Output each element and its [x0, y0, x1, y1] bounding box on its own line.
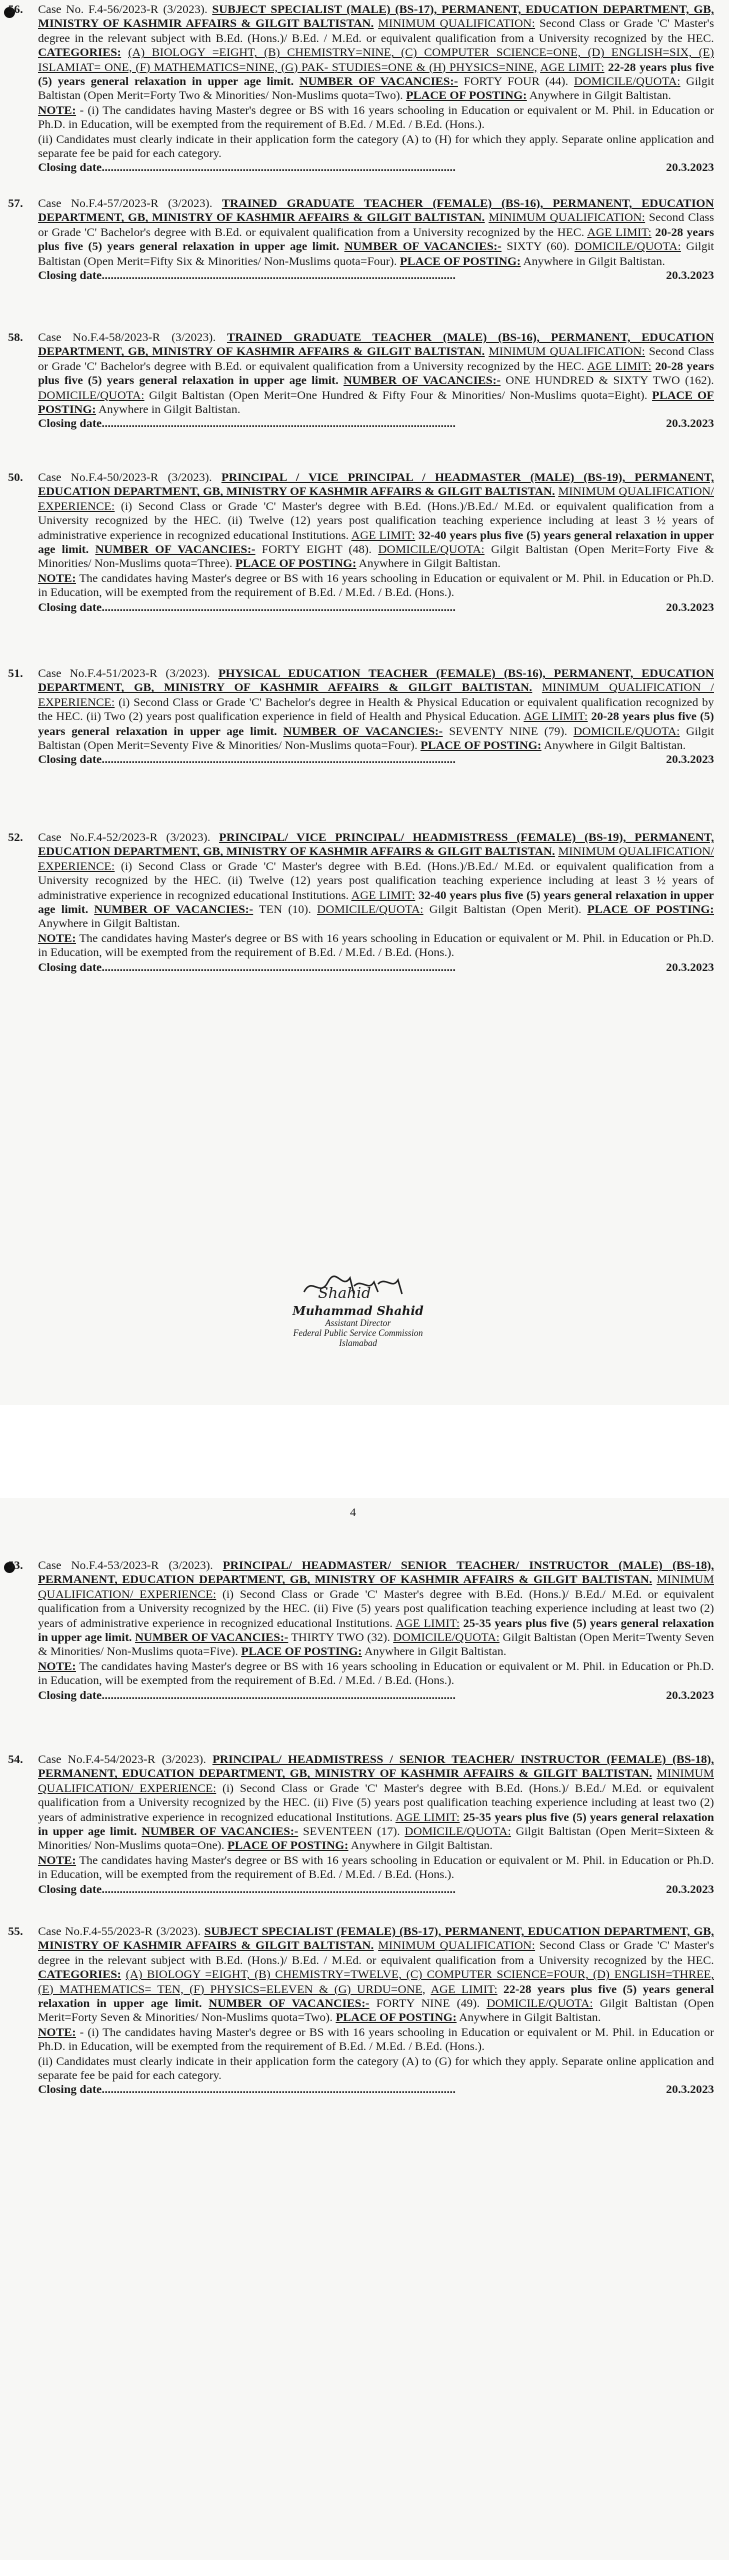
posting-label: PLACE OF POSTING: — [420, 738, 542, 753]
closing-date: 20.3.2023 — [666, 599, 714, 614]
signature-block — [248, 1268, 468, 1348]
domicile-label: DOMICILE/QUOTA: — [573, 74, 681, 89]
entry-body — [38, 2, 714, 175]
closing-date: 20.3.2023 — [666, 752, 714, 767]
closing-label: Closing date...................................................................................................................... — [38, 268, 456, 283]
case-number: Case No.F.4-54/2023-R (3/2023). — [38, 1752, 207, 1766]
domicile-label: DOMICILE/QUOTA: — [393, 1630, 500, 1645]
vacancies-text: ONE HUNDRED & SIXTY TWO (162). — [505, 373, 715, 388]
posting-text: Anywhere in Gilgit Baltistan. — [523, 253, 666, 268]
age-limit-text: 22-28 years plus five (5) years general relaxation in upper age limit. — [38, 1981, 715, 2011]
case-number: Case No.F.4-51/2023-R (3/2023). — [38, 666, 210, 680]
domicile-text: Gilgit Baltistan (Open Merit=Seventy Five & Minorities/ Non-Muslims quota=Four). — [38, 723, 715, 753]
entry-number: 53. — [8, 1558, 23, 1572]
domicile-text: Gilgit Baltistan (Open Merit=Forty Five & Minorities/ Non-Muslims quota=Three). — [38, 542, 715, 571]
posting-text: Anywhere in Gilgit Baltistan. — [98, 402, 241, 417]
post-title: PHYSICAL EDUCATION TEACHER (FEMALE) (BS-16), PERMANENT, EDUCATION DEPARTMENT, GB, MINISTRY OF KASHMIR AFFAIRS & GILGIT BALTISTAN. — [38, 666, 714, 695]
closing-label: Closing date...................................................................................................................... — [38, 416, 456, 431]
age-limit-label: AGE LIMIT: — [351, 887, 416, 902]
vacancies-label: NUMBER OF VACANCIES:- — [283, 723, 443, 738]
vacancies-label: NUMBER OF VACANCIES:- — [135, 1630, 289, 1645]
closing-row — [38, 1882, 714, 1896]
age-limit-text: 25-35 years plus five (5) years general relaxation in upper age limit. — [38, 1809, 714, 1839]
qualification-label: MINIMUM QUALIFICATION/ EXPERIENCE: — [38, 484, 714, 513]
qualification-label: MINIMUM QUALIFICATION/ EXPERIENCE: — [38, 1572, 714, 1601]
qualification-label: MINIMUM QUALIFICATION/ EXPERIENCE: — [38, 1766, 714, 1795]
post-title: PRINCIPAL / VICE PRINCIPAL / HEADMASTER (MALE) (BS-19), PERMANENT, EDUCATION DEPARTMENT, GB, MINISTRY OF KASHMIR AFFAIRS & GILGIT BALTISTAN. — [38, 470, 715, 499]
posting-label: PLACE OF POSTING: — [235, 556, 357, 571]
entry-number: 57. — [8, 196, 23, 210]
entry-number: 56. — [8, 2, 23, 16]
categories-label: CATEGORIES: — [38, 1967, 122, 1982]
closing-label: Closing date...................................................................................................................... — [38, 1687, 456, 1702]
age-limit-label: AGE LIMIT: — [351, 527, 416, 542]
note-text-2: (ii) Candidates must clearly indicate in their application form the category (A) to (H) for which they apply. Separate online application and separate fee be paid for each category. — [38, 131, 714, 161]
vacancies-label: NUMBER OF VACANCIES:- — [343, 373, 501, 388]
vacancies-label: NUMBER OF VACANCIES:- — [344, 239, 502, 254]
entry-body — [38, 1558, 714, 1702]
posting-label: PLACE OF POSTING: — [227, 1838, 349, 1853]
post-title: TRAINED GRADUATE TEACHER (MALE) (BS-16), PERMANENT, EDUCATION DEPARTMENT, GB, MINISTRY OF KASHMIR AFFAIRS & GILGIT BALTISTAN. — [38, 330, 714, 359]
categories-text: (A) BIOLOGY =EIGHT, (B) CHEMISTRY=TWELVE, (C) COMPUTER SCIENCE=FOUR, (D) ENGLISH=THREE, (E) MATHEMATICS= TEN, (F) PHYSICS=ELEVEN & (G) URDU=ONE, — [38, 1967, 714, 1996]
qualification-text: (i) Second Class or Grade 'C' Master's degree with B.Ed. (Hons.)/ B.Ed./ M.Ed. or equivalent qualification from a University recognized by the HEC. (ii) Five (5) years post qualification teaching experience including at least two (2) years of administrative experience in recognized educational Institutions. — [38, 1780, 714, 1824]
closing-date: 20.3.2023 — [666, 268, 714, 283]
domicile-text: Gilgit Baltistan (Open Merit=One Hundred & Fifty Four & Minorities/ Non-Muslims quota=Eight). — [149, 387, 648, 402]
posting-text: Anywhere in Gilgit Baltistan. — [543, 738, 686, 753]
posting-label: PLACE OF POSTING: — [38, 387, 715, 417]
domicile-label: DOMICILE/QUOTA: — [38, 387, 145, 402]
qualification-text: Second Class or Grade 'C' Bachelor's degree with B.Ed. or equivalent qualification from a University recognized by the HEC. — [38, 344, 714, 373]
entry-body — [38, 330, 714, 431]
age-limit-label: AGE LIMIT: — [587, 224, 652, 239]
age-limit-label: AGE LIMIT: — [430, 1981, 498, 1996]
case-number: Case No.F.4-55/2023-R (3/2023). — [38, 1924, 201, 1938]
vacancies-text: FORTY NINE (49). — [376, 1996, 480, 2011]
signature-handwriting: Shahid — [318, 1284, 371, 1302]
entry-body — [38, 196, 714, 282]
note-label: NOTE: — [38, 2024, 77, 2039]
qualification-label: MINIMUM QUALIFICATION: — [378, 1938, 536, 1953]
age-limit-text: 32-40 years plus five (5) years general relaxation in upper age limit. — [38, 887, 715, 917]
qualification-text: Second Class or Grade 'C' Bachelor's degree with B.Ed. or equivalent qualification from a University recognized by the HEC. — [38, 210, 714, 239]
entry-number: 54. — [8, 1752, 23, 1766]
domicile-label: DOMICILE/QUOTA: — [404, 1824, 512, 1839]
age-limit-label: AGE LIMIT: — [395, 1615, 460, 1630]
posting-text: Anywhere in Gilgit Baltistan. — [364, 1644, 507, 1659]
qualification-text: Second Class or Grade 'C' Master's degree in the relevant subject with B.Ed. (Hons.)/ B.Ed. / M.Ed. or equivalent qualification from a University recognized by the HEC. — [38, 1938, 715, 1967]
domicile-label: DOMICILE/QUOTA: — [573, 723, 680, 738]
domicile-text: Gilgit Baltistan (Open Merit=Fifty Six & Minorities/ Non-Muslims quota=Four). — [38, 239, 714, 268]
closing-label: Closing date...................................................................................................................... — [38, 959, 456, 974]
entry-number: 58. — [8, 330, 23, 344]
entry-body — [38, 666, 714, 767]
domicile-label: DOMICILE/QUOTA: — [486, 1996, 593, 2011]
entry-number: 52. — [8, 830, 23, 844]
case-number: Case No.F.4-52/2023-R (3/2023). — [38, 830, 211, 844]
vacancies-label: NUMBER OF VACANCIES:- — [208, 1996, 370, 2011]
vacancies-text: SEVENTY NINE (79). — [448, 723, 568, 738]
signatory-designation: Assistant Director — [325, 1318, 391, 1328]
entry-number: 51. — [8, 666, 23, 680]
posting-label: PLACE OF POSTING: — [587, 902, 715, 917]
vacancies-text: FORTY EIGHT (48). — [261, 542, 372, 557]
qualification-text: (i) Second Class or Grade 'C' Master's degree with B.Ed. (Hons.)/ B.Ed./ M.Ed. or equivalent qualification from a University recognized by the HEC. (ii) Five (5) years post qualification teaching experience including at least two (2) years of administrative experience in recognized educational Institutions. — [38, 1586, 714, 1630]
domicile-label: DOMICILE/QUOTA: — [378, 542, 485, 557]
posting-label: PLACE OF POSTING: — [241, 1644, 363, 1659]
post-title: PRINCIPAL/ HEADMISTRESS / SENIOR TEACHER/ INSTRUCTOR (FEMALE) (BS-18), PERMANENT, EDUCATION DEPARTMENT, GB, MINISTRY OF KASHMIR AFFAIRS & GILGIT BALTISTAN. — [38, 1752, 714, 1781]
closing-label: Closing date...................................................................................................................... — [38, 752, 456, 767]
closing-row — [38, 1688, 714, 1702]
note-label: NOTE: — [38, 102, 77, 117]
note-text: The candidates having Master's degree or BS with 16 years schooling in Education or equivalent or M. Phil. in Education or Ph.D. in Education, will be exempted from the requirement of B.Ed. / M.Ed. / B.Ed. (Hons.). — [38, 570, 714, 600]
posting-label: PLACE OF POSTING: — [335, 2010, 457, 2025]
vacancies-label: NUMBER OF VACANCIES:- — [299, 74, 458, 89]
closing-row — [38, 160, 714, 174]
qualification-text: (i) Second Class or Grade 'C' Master's degree with B.Ed. (Hons.)/B.Ed./ M.Ed. or equivalent qualification from a University recognized by the HEC. (ii) Twelve (12) years post qualification teaching experience including at least 3 ½ years of administrative experience in recognized educational Institutions. — [38, 498, 714, 542]
note-text-2: (ii) Candidates must clearly indicate in their application form the category (A) to (G) for which they apply. Separate online application and separate fee be paid for each category. — [38, 2053, 714, 2083]
posting-text: Anywhere in Gilgit Baltistan. — [529, 88, 672, 103]
note-text: The candidates having Master's degree or BS with 16 years schooling in Education or equivalent or M. Phil. in Education or Ph.D. in Education, will be exempted from the requirement of B.Ed. / M.Ed. / B.Ed. (Hons.). — [38, 930, 714, 960]
entry-number: 55. — [8, 1924, 23, 1938]
domicile-label: DOMICILE/QUOTA: — [317, 902, 424, 917]
signatory-city: Islamabad — [339, 1338, 377, 1348]
handwritten-signature — [298, 1268, 418, 1302]
page-gap — [0, 1405, 729, 1498]
entry-number: 50. — [8, 470, 23, 484]
entry-body — [38, 1752, 714, 1896]
entry-body — [38, 830, 714, 974]
note-label: NOTE: — [38, 1658, 77, 1673]
closing-date: 20.3.2023 — [666, 2082, 714, 2097]
note-label: NOTE: — [38, 570, 77, 585]
closing-label: Closing date...................................................................................................................... — [38, 160, 456, 175]
note-text: The candidates having Master's degree or BS with 16 years schooling in Education or equivalent or M. Phil. in Education or Ph.D. in Education, will be exempted from the requirement of B.Ed. / M.Ed. / B.Ed. (Hons.). — [38, 1658, 714, 1688]
vacancies-text: SEVENTEEN (17). — [302, 1824, 400, 1839]
categories-label: CATEGORIES: — [38, 45, 122, 60]
posting-text: Anywhere in Gilgit Baltistan. — [350, 1838, 493, 1853]
posting-text: Anywhere in Gilgit Baltistan. — [358, 556, 501, 571]
post-title: SUBJECT SPECIALIST (FEMALE) (BS-17), PERMANENT, EDUCATION DEPARTMENT, GB, MINISTRY OF KASHMIR AFFAIRS & GILGIT BALTISTAN. — [38, 1924, 714, 1953]
vacancies-label: NUMBER OF VACANCIES:- — [95, 542, 256, 557]
age-limit-text: 25-35 years plus five (5) years general relaxation in upper age limit. — [38, 1615, 714, 1645]
vacancies-text: THIRTY TWO (32). — [291, 1630, 391, 1645]
domicile-text: Gilgit Baltistan (Open Merit=Forty Two & Minorities/ Non-Muslims quota=Two). — [38, 74, 715, 103]
age-limit-label: AGE LIMIT: — [395, 1809, 460, 1824]
vacancies-text: TEN (10). — [258, 902, 312, 917]
closing-date: 20.3.2023 — [666, 1687, 714, 1702]
age-limit-text: 20-28 years plus five (5) years general relaxation in upper age limit. — [38, 709, 714, 738]
closing-label: Closing date...................................................................................................................... — [38, 2082, 456, 2097]
closing-row — [38, 268, 714, 282]
categories-text: (A) BIOLOGY =EIGHT, (B) CHEMISTRY=NINE, (C) COMPUTER SCIENCE=ONE, (D) ENGLISH=SIX, (E) ISLAMIAT= ONE, (F) MATHEMATICS=NINE, (G) PAK- STUDIES=ONE & (H) PHYSICS=NINE, — [38, 45, 715, 74]
domicile-label: DOMICILE/QUOTA: — [574, 239, 681, 254]
qualification-label: MINIMUM QUALIFICATION: — [378, 16, 536, 31]
post-title: PRINCIPAL/ HEADMASTER/ SENIOR TEACHER/ INSTRUCTOR (MALE) (BS-18), PERMANENT, EDUCATION DEPARTMENT, GB, MINISTRY OF KASHMIR AFFAIRS & GILGIT BALTISTAN. — [38, 1558, 715, 1587]
qualification-text: Second Class or Grade 'C' Master's degree in the relevant subject with B.Ed. (Hons.)/ B.Ed. / M.Ed. or equivalent qualification from a University recognized by the HEC. — [38, 16, 715, 45]
qualification-label: MINIMUM QUALIFICATION/ EXPERIENCE: — [38, 844, 714, 873]
signatory-organization: Federal Public Service Commission — [293, 1328, 423, 1338]
closing-row — [38, 960, 714, 974]
vacancies-text: SIXTY (60). — [506, 239, 570, 254]
age-limit-text: 20-28 years plus five (5) years general relaxation in upper age limit. — [38, 358, 715, 388]
closing-row — [38, 2082, 714, 2096]
domicile-text: Gilgit Baltistan (Open Merit=Forty Seven & Minorities/ Non-Muslims quota=Two). — [38, 1996, 715, 2025]
case-number: Case No.F.4-50/2023-R (3/2023). — [38, 470, 213, 484]
vacancies-label: NUMBER OF VACANCIES:- — [141, 1824, 299, 1839]
entry-body — [38, 1924, 714, 2097]
page-number: 4 — [350, 1505, 356, 1519]
domicile-text: Gilgit Baltistan (Open Merit). — [429, 902, 582, 917]
vacancies-label: NUMBER OF VACANCIES:- — [94, 902, 254, 917]
case-number: Case No. F.4-56/2023-R (3/2023). — [38, 2, 208, 16]
note-label: NOTE: — [38, 1852, 77, 1867]
closing-date: 20.3.2023 — [666, 1881, 714, 1896]
closing-row — [38, 600, 714, 614]
domicile-text: Gilgit Baltistan (Open Merit=Twenty Seven & Minorities/ Non-Muslims quota=Five). — [38, 1630, 715, 1659]
case-number: Case No.F.4-58/2023-R (3/2023). — [38, 330, 216, 344]
note-text: - (i) The candidates having Master's degree or BS with 16 years schooling in Education or equivalent or M. Phil. in Education or Ph.D. in Education, will be exempted from the requirement of B.Ed. / M.Ed. / B.Ed. (Hons.). — [38, 2024, 714, 2054]
age-limit-text: 32-40 years plus five (5) years general relaxation in upper age limit. — [38, 527, 715, 557]
post-title: SUBJECT SPECIALIST (MALE) (BS-17), PERMANENT, EDUCATION DEPARTMENT, GB, MINISTRY OF KASHMIR AFFAIRS & GILGIT BALTISTAN. — [38, 2, 714, 31]
posting-text: Anywhere in Gilgit Baltistan. — [458, 2010, 601, 2025]
case-number: Case No.F.4-53/2023-R (3/2023). — [38, 1558, 213, 1572]
age-limit-label: AGE LIMIT: — [587, 358, 652, 373]
qualification-text: (i) Second Class or Grade 'C' Master's degree with B.Ed. (Hons.)/B.Ed./ M.Ed. or equivalent qualification from a University recognized by the HEC. (ii) Twelve (12) years post qualification teaching experience including at least 3 ½ years of administrative experience in recognized educational Institutions. — [38, 858, 714, 902]
entry-body — [38, 470, 714, 614]
age-limit-text: 22-28 years plus five (5) years general relaxation in upper age limit. — [38, 59, 714, 89]
case-number: Case No.F.4-57/2023-R (3/2023). — [38, 196, 213, 210]
note-text: The candidates having Master's degree or BS with 16 years schooling in Education or equivalent or M. Phil. in Education or Ph.D. in Education, will be exempted from the requirement of B.Ed. / M.Ed. / B.Ed. (Hons.). — [38, 1852, 714, 1882]
age-limit-label: AGE LIMIT: — [540, 59, 605, 74]
note-label: NOTE: — [38, 930, 77, 945]
posting-label: PLACE OF POSTING: — [399, 253, 521, 268]
age-limit-text: 20-28 years plus five (5) years general relaxation in upper age limit. — [38, 224, 715, 254]
vacancies-text: FORTY FOUR (44). — [463, 74, 569, 89]
qualification-label: MINIMUM QUALIFICATION: — [488, 344, 646, 359]
closing-label: Closing date...................................................................................................................... — [38, 1881, 456, 1896]
note-text: - (i) The candidates having Master's degree or BS with 16 years schooling in Education or equivalent or M. Phil. in Education or Ph.D. in Education, will be exempted from the requirement of B.Ed. / M.Ed. / B.Ed. (Hons.). — [38, 102, 714, 132]
domicile-text: Gilgit Baltistan (Open Merit=Sixteen & Minorities/ Non-Muslims quota=One). — [38, 1824, 715, 1853]
qualification-label: MINIMUM QUALIFICATION / EXPERIENCE: — [38, 680, 714, 709]
post-title: PRINCIPAL/ VICE PRINCIPAL/ HEADMISTRESS (FEMALE) (BS-19), PERMANENT, EDUCATION DEPARTMENT, GB, MINISTRY OF KASHMIR AFFAIRS & GILGIT BALTISTAN. — [38, 830, 714, 859]
closing-label: Closing date...................................................................................................................... — [38, 599, 456, 614]
closing-date: 20.3.2023 — [666, 959, 714, 974]
posting-text: Anywhere in Gilgit Baltistan. — [38, 916, 180, 931]
closing-row — [38, 416, 714, 430]
closing-date: 20.3.2023 — [666, 416, 714, 431]
signatory-name: Muhammad Shahid — [292, 1304, 424, 1318]
closing-row — [38, 752, 714, 766]
posting-label: PLACE OF POSTING: — [405, 88, 527, 103]
qualification-label: MINIMUM QUALIFICATION: — [488, 210, 646, 225]
qualification-text: (i) Second Class or Grade 'C' Bachelor's degree in Health & Physical Education or equivalent qualification recognized by the HEC. (ii) Two (2) years post qualification experience in field of Health and Physical Education. — [38, 694, 715, 724]
closing-date: 20.3.2023 — [666, 160, 714, 175]
age-limit-label: AGE LIMIT: — [523, 709, 588, 724]
post-title: TRAINED GRADUATE TEACHER (FEMALE) (BS-16), PERMANENT, EDUCATION DEPARTMENT, GB, MINISTRY OF KASHMIR AFFAIRS & GILGIT BALTISTAN. — [38, 196, 714, 225]
